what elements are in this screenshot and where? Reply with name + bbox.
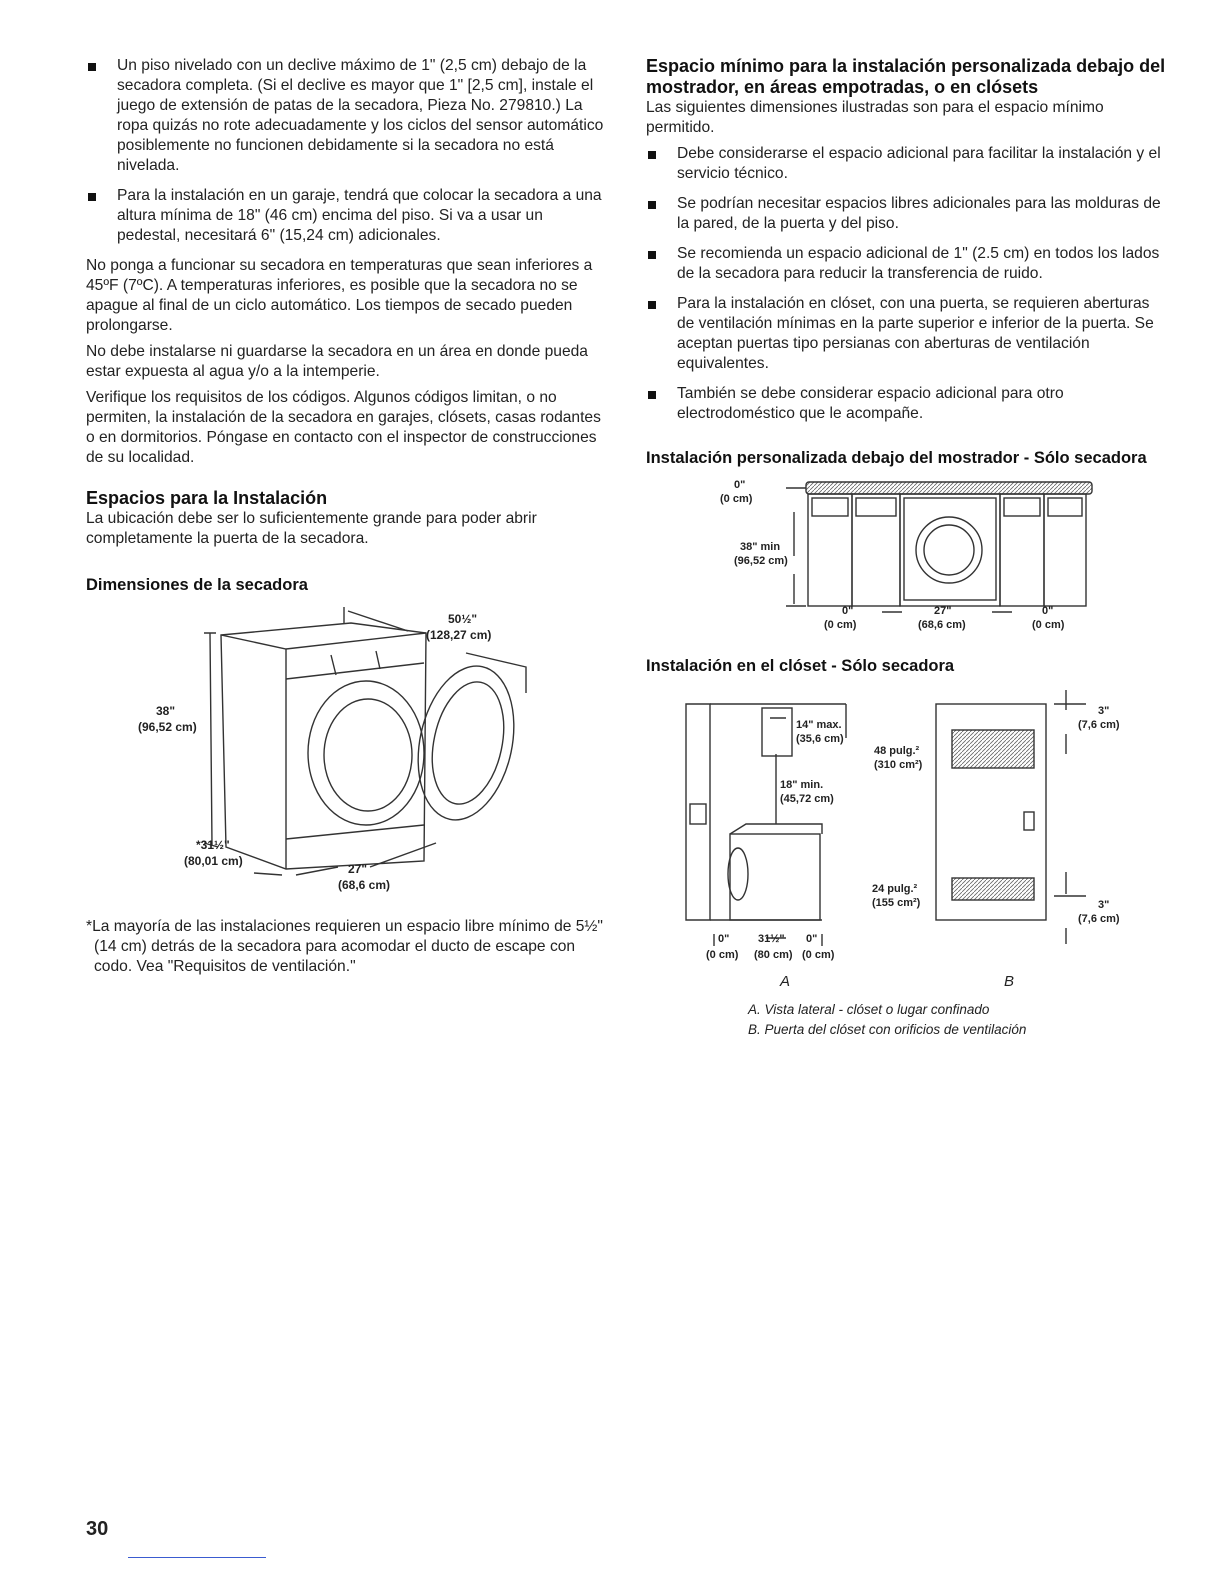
undercounter-heading: Instalación personalizada debajo del mostrador - Sólo secadora xyxy=(646,449,1147,467)
width-cm-label: (68,6 cm) xyxy=(338,878,391,892)
height-cm-label: (96,52 cm) xyxy=(138,720,197,734)
left-column xyxy=(86,56,610,977)
drum-opening xyxy=(324,699,412,811)
closet-diagram xyxy=(646,684,1166,994)
pedestal-edge xyxy=(286,825,424,839)
height-in-label: 38" min xyxy=(740,541,781,553)
door-knob xyxy=(1024,812,1034,830)
list-item: Para la instalación en un garaje, tendrá que colocar la secadora a una altura mínima de 18" (46 cm) encima del piso. Si va a usar un pedestal, necesitará 6" (15,24 cm) adicionales. xyxy=(86,186,610,246)
undercounter-figure xyxy=(646,478,1166,644)
closet-heading: Instalación en el clóset - Sólo secadora xyxy=(646,657,955,675)
dryer-side-view xyxy=(730,834,820,920)
min-space-heading: Espacio mínimo para la instalación personalizada debajo del mostrador, en áreas empotradas, o en clósets xyxy=(646,56,1166,97)
dryer-top-edge xyxy=(221,633,426,649)
left-in-label: 0" xyxy=(842,605,854,617)
depth-in-label: *31½" xyxy=(196,838,230,852)
dryer-cabinet-outline xyxy=(221,623,426,869)
dryer-dimensions-figure xyxy=(86,603,610,913)
dryer-top-view xyxy=(730,824,822,834)
right-column xyxy=(646,56,1166,1040)
codes-paragraph: Verifique los requisitos de los códigos. Algunos códigos limitan, o no permiten, la instalación de la secadora en garajes, clósets, casas rodantes o en dormitorios. Póngase en contacto con el inspector de construcciones de su localidad. xyxy=(86,389,601,466)
requirements-list xyxy=(86,56,610,246)
height-in-label: 38" xyxy=(156,704,176,718)
depth-in-label: 31½" xyxy=(758,933,785,945)
above-cm-label: (45,72 cm) xyxy=(780,793,834,805)
right-drawer-2 xyxy=(1048,498,1082,516)
top-vent-area-label: 48 pulg.² xyxy=(874,745,920,757)
top-gap-in-label: 3" xyxy=(1098,705,1110,717)
side-right-cm-label: (0 cm) xyxy=(802,949,835,961)
caption-b: B. Puerta del clóset con orificios de ventilación xyxy=(748,1022,1027,1037)
bottom-gap-in-label: 3" xyxy=(1098,899,1110,911)
right-drawer xyxy=(1004,498,1040,516)
list-item: Para la instalación en clóset, con una puerta, se requieren aberturas de ventilación mínimas en la parte superior e inferior de la puerta. Se aceptan puertas tipo persianas con aberturas de ventilación equivalentes. xyxy=(646,294,1166,374)
clearance-note: *La mayoría de las instalaciones requieren un espacio libre mínimo de 5½" (14 cm) detrás de la secadora para acomodar el ducto de escape con codo. Vea "Requisitos de ventilación." xyxy=(86,918,603,975)
list-item: Debe considerarse el espacio adicional para facilitar la instalación y el servicio técnico. xyxy=(646,144,1166,184)
depth-cm-label: (80,01 cm) xyxy=(184,854,243,868)
temperature-paragraph: No ponga a funcionar su secadora en temperaturas que sean inferiores a 45ºF (7ºC). A temperaturas inferiores, es posible que la secadora no se apague al final de un ciclo automático. Los tiempos de secado pueden prolongarse. xyxy=(86,257,593,334)
left-drawer xyxy=(812,498,848,516)
bottom-vent xyxy=(952,878,1034,900)
open-depth-cm-label: (128,27 cm) xyxy=(426,628,492,642)
closet-figure xyxy=(646,684,1166,994)
height-dimension-line xyxy=(204,633,218,847)
shelf-unit xyxy=(762,708,792,756)
open-depth-in-label: 50½" xyxy=(448,612,478,626)
bottom-vent-area-label: 24 pulg.² xyxy=(872,883,918,895)
right-cabinet-2 xyxy=(1044,494,1086,606)
footer-rule xyxy=(128,1557,266,1558)
list-item: Se podrían necesitar espacios libres adicionales para las molduras de la pared, de la puerta y del piso. xyxy=(646,194,1166,234)
left-cabinet-2 xyxy=(852,494,900,606)
shelf-cm-label: (35,6 cm) xyxy=(796,733,844,745)
door-ring xyxy=(916,517,982,583)
bottom-vent-cm-label: (155 cm²) xyxy=(872,897,921,909)
dryer-door-side xyxy=(728,848,748,900)
control-panel-edge xyxy=(286,663,424,679)
width-in-label: 27" xyxy=(934,605,952,617)
top-gap-cm-label: (7,6 cm) xyxy=(1078,719,1120,731)
above-in-label: 18" min. xyxy=(780,779,824,791)
top-vent-cm-label: (310 cm²) xyxy=(874,759,923,771)
right-cabinet xyxy=(1000,494,1044,606)
side-left-in-label: 0" xyxy=(718,933,730,945)
page-number: 30 xyxy=(86,1518,109,1540)
width-cm-label: (68,6 cm) xyxy=(918,619,966,631)
dryer-body xyxy=(900,494,1000,606)
height-dimension-line xyxy=(786,488,806,606)
right-cm-label: (0 cm) xyxy=(1032,619,1065,631)
figure-label-b: B xyxy=(1004,973,1015,990)
top-vent xyxy=(952,730,1034,768)
top-open-dimension-line xyxy=(344,607,408,631)
width-in-label: 27" xyxy=(348,862,368,876)
height-cm-label: (96,52 cm) xyxy=(734,555,788,567)
weather-paragraph: No debe instalarse ni guardarse la secadora en un área en donde pueda estar expuesta al agua y/o a la intemperie. xyxy=(86,343,588,380)
bottom-gap-cm-label: (7,6 cm) xyxy=(1078,913,1120,925)
min-space-list xyxy=(646,144,1166,424)
list-item: Se recomienda un espacio adicional de 1" (2.5 cm) en todos los lados de la secadora para reducir la transferencia de ruido. xyxy=(646,244,1166,284)
closet-captions xyxy=(646,1000,1166,1040)
left-cabinet xyxy=(808,494,852,606)
side-left-cm-label: (0 cm) xyxy=(706,949,739,961)
list-item: Un piso nivelado con un declive máximo de 1" (2,5 cm) debajo de la secadora completa. (Si el declive es mayor que 1" [2,5 cm], instale el juego de extensión de patas de la secadora, Pieza No. 279810.) La ropa quizás no rote adecuadamente y los ciclos del sensor automático posiblemente no funcionen debidamente si la secadora no está nivelada. xyxy=(86,56,610,176)
door-opening-ring xyxy=(308,681,424,825)
top-cm-label: (0 cm) xyxy=(720,493,753,505)
figure-label-a: A xyxy=(780,973,791,990)
list-item: También se debe considerar espacio adicional para otro electrodoméstico que le acompañe. xyxy=(646,384,1166,424)
shelf-in-label: 14" max. xyxy=(796,719,842,731)
undercounter-diagram xyxy=(646,478,1166,644)
dryer-dimensions-diagram xyxy=(86,603,610,913)
side-right-in-label: 0" xyxy=(806,933,818,945)
caption-a: A. Vista lateral - clóset o lugar confinado xyxy=(748,1002,990,1017)
door-window xyxy=(924,525,974,575)
bottom-gap-dimension-line xyxy=(1054,872,1086,944)
right-in-label: 0" xyxy=(1042,605,1054,617)
min-space-intro: Las siguientes dimensiones ilustradas son para el espacio mínimo permitido. xyxy=(646,99,1104,136)
width-dimension-line xyxy=(370,843,436,867)
left-drawer-2 xyxy=(856,498,896,516)
top-in-label: 0" xyxy=(734,479,746,491)
countertop xyxy=(806,482,1092,494)
dimensions-heading: Dimensiones de la secadora xyxy=(86,576,308,594)
depth-cm-label: (80 cm) xyxy=(754,949,793,961)
left-cm-label: (0 cm) xyxy=(824,619,857,631)
door-handle xyxy=(690,804,706,824)
spaces-text: La ubicación debe ser lo suficientemente grande para poder abrir completamente la puerta de la secadora. xyxy=(86,510,537,547)
spaces-heading: Espacios para la Instalación xyxy=(86,488,328,508)
shelf-dimension-lines xyxy=(770,718,786,824)
